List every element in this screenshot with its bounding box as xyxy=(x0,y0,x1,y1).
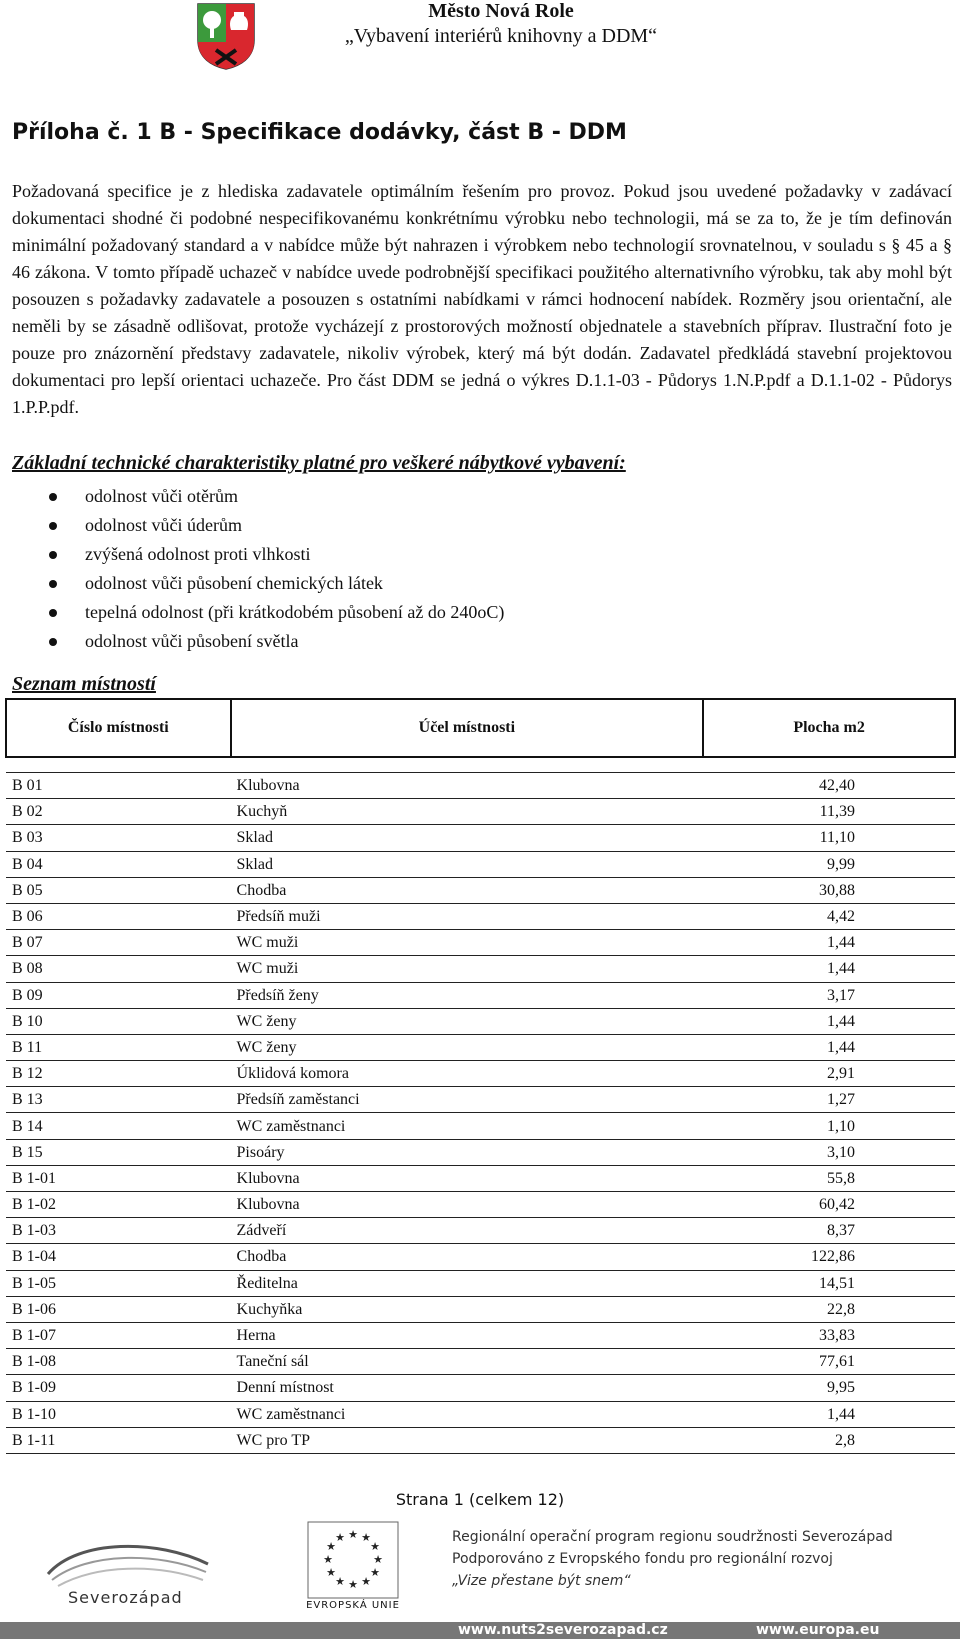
cell-room-number: B 1-05 xyxy=(6,1270,231,1296)
list-item: odolnost vůči působení chemických látek xyxy=(12,569,504,598)
cell-room-purpose: WC pro TP xyxy=(231,1427,704,1453)
table-row xyxy=(6,799,955,825)
cell-room-purpose: Ředitelna xyxy=(231,1270,704,1296)
svg-text:★: ★ xyxy=(348,1528,358,1541)
svg-text:★: ★ xyxy=(370,1566,380,1579)
cell-room-purpose: Sklad xyxy=(231,825,704,851)
table-row xyxy=(6,825,955,851)
table-row xyxy=(6,1165,955,1191)
cell-room-number: B 1-10 xyxy=(6,1401,231,1427)
table-row xyxy=(6,1401,955,1427)
cell-area: 33,83 xyxy=(703,1322,955,1348)
cell-area: 77,61 xyxy=(703,1349,955,1375)
list-item: tepelná odolnost (při krátkodobém působení až do 240oC) xyxy=(12,598,504,627)
cell-room-purpose: WC ženy xyxy=(231,1034,704,1060)
svg-text:★: ★ xyxy=(335,1575,345,1588)
cell-area: 1,44 xyxy=(703,1401,955,1427)
cell-room-purpose: WC ženy xyxy=(231,1008,704,1034)
cell-room-purpose: Zádveří xyxy=(231,1218,704,1244)
eu-flag-icon xyxy=(298,1520,408,1600)
cell-area: 3,10 xyxy=(703,1139,955,1165)
program-line-2: Podporováno z Evropského fondu pro regionální rozvoj xyxy=(452,1551,833,1567)
header-text-block xyxy=(296,0,706,50)
table-row xyxy=(6,1061,955,1087)
svg-text:★: ★ xyxy=(326,1566,336,1579)
cell-room-purpose: Taneční sál xyxy=(231,1349,704,1375)
cell-room-number: B 04 xyxy=(6,851,231,877)
cell-room-purpose: WC zaměstnanci xyxy=(231,1113,704,1139)
cell-room-purpose: WC zaměstnanci xyxy=(231,1401,704,1427)
header-city: Město Nová Role xyxy=(428,0,574,22)
table-row xyxy=(6,1113,955,1139)
cell-room-purpose: Kuchyňka xyxy=(231,1296,704,1322)
cell-room-number: B 09 xyxy=(6,982,231,1008)
table-row xyxy=(6,773,955,799)
cell-room-number: B 14 xyxy=(6,1113,231,1139)
cell-area: 1,44 xyxy=(703,930,955,956)
list-item: odolnost vůči úderům xyxy=(12,511,504,540)
cell-area: 22,8 xyxy=(703,1296,955,1322)
cell-room-purpose: Chodba xyxy=(231,1244,704,1270)
cell-area: 30,88 xyxy=(703,877,955,903)
table-row xyxy=(6,877,955,903)
svg-text:★: ★ xyxy=(335,1531,345,1544)
cell-area: 42,40 xyxy=(703,773,955,799)
cell-area: 11,10 xyxy=(703,825,955,851)
cell-area: 1,44 xyxy=(703,1008,955,1034)
cell-area: 55,8 xyxy=(703,1165,955,1191)
cell-room-number: B 13 xyxy=(6,1087,231,1113)
table-row xyxy=(6,1349,955,1375)
table-row xyxy=(6,1244,955,1270)
cell-room-purpose: Předsíň muži xyxy=(231,903,704,929)
cell-area: 60,42 xyxy=(703,1192,955,1218)
cell-area: 1,44 xyxy=(703,1034,955,1060)
program-line-1: Regionální operační program regionu soudržnosti Severozápad xyxy=(452,1529,893,1545)
cell-room-number: B 1-07 xyxy=(6,1322,231,1348)
cell-room-purpose: WC muži xyxy=(231,930,704,956)
column-header-room-purpose: Účel místnosti xyxy=(231,699,704,757)
cell-room-number: B 08 xyxy=(6,956,231,982)
table-row xyxy=(6,1322,955,1348)
eu-label: EVROPSKÁ UNIE xyxy=(306,1600,400,1611)
table-row xyxy=(6,1192,955,1218)
cell-room-number: B 01 xyxy=(6,773,231,799)
cell-area: 122,86 xyxy=(703,1244,955,1270)
cell-room-purpose: Klubovna xyxy=(231,773,704,799)
tech-characteristics-heading: Základní technické charakteristiky platné pro veškeré nábytkové vybavení: xyxy=(12,452,626,474)
cell-room-purpose: Klubovna xyxy=(231,1165,704,1191)
table-row xyxy=(6,1375,955,1401)
svg-text:★: ★ xyxy=(361,1531,371,1544)
cell-room-number: B 06 xyxy=(6,903,231,929)
cell-room-number: B 02 xyxy=(6,799,231,825)
column-header-room-number: Číslo místnosti xyxy=(6,699,231,757)
cell-room-purpose: Herna xyxy=(231,1322,704,1348)
svg-text:★: ★ xyxy=(323,1553,333,1566)
cell-area: 3,17 xyxy=(703,982,955,1008)
table-row xyxy=(6,903,955,929)
rooms-table xyxy=(5,698,956,1454)
cell-room-number: B 03 xyxy=(6,825,231,851)
cell-area: 1,44 xyxy=(703,956,955,982)
url-nuts2-link[interactable]: www.nuts2severozapad.cz xyxy=(458,1622,668,1638)
url-europa-link[interactable]: www.europa.eu xyxy=(756,1622,880,1638)
table-row xyxy=(6,1427,955,1453)
document-title: Příloha č. 1 B - Specifikace dodávky, část B - DDM xyxy=(12,120,627,145)
cell-area: 9,99 xyxy=(703,851,955,877)
cell-area: 2,8 xyxy=(703,1427,955,1453)
cell-room-purpose: Předsíň zaměstanci xyxy=(231,1087,704,1113)
table-row xyxy=(6,1034,955,1060)
cell-room-purpose: Kuchyň xyxy=(231,799,704,825)
cell-room-purpose: WC muži xyxy=(231,956,704,982)
table-row xyxy=(6,1296,955,1322)
table-row xyxy=(6,851,955,877)
cell-room-purpose: Předsíň ženy xyxy=(231,982,704,1008)
table-row xyxy=(6,930,955,956)
document-header xyxy=(0,0,960,80)
cell-area: 8,37 xyxy=(703,1218,955,1244)
cell-room-number: B 05 xyxy=(6,877,231,903)
svg-text:★: ★ xyxy=(348,1578,358,1591)
cell-room-number: B 1-08 xyxy=(6,1349,231,1375)
cell-room-number: B 1-06 xyxy=(6,1296,231,1322)
cell-room-number: B 1-04 xyxy=(6,1244,231,1270)
list-item: odolnost vůči otěrům xyxy=(12,482,504,511)
page-number: Strana 1 (celkem 12) xyxy=(395,1490,565,1509)
column-header-area: Plocha m2 xyxy=(703,699,955,757)
town-crest-logo xyxy=(196,2,256,70)
cell-room-purpose: Denní místnost xyxy=(231,1375,704,1401)
cell-area: 1,27 xyxy=(703,1087,955,1113)
cell-room-number: B 1-01 xyxy=(6,1165,231,1191)
cell-room-number: B 12 xyxy=(6,1061,231,1087)
cell-area: 11,39 xyxy=(703,799,955,825)
cell-area: 1,10 xyxy=(703,1113,955,1139)
header-project-name: „Vybavení interiérů knihovny a DDM“ xyxy=(344,25,658,47)
program-text xyxy=(452,1526,893,1592)
cell-room-number: B 1-09 xyxy=(6,1375,231,1401)
table-row xyxy=(6,956,955,982)
table-row xyxy=(6,982,955,1008)
cell-area: 2,91 xyxy=(703,1061,955,1087)
cell-room-number: B 15 xyxy=(6,1139,231,1165)
intro-paragraph: Požadovaná specifice je z hlediska zadavatele optimálním řešením pro provoz. Pokud jsou uvedené požadavky v zadávací dokumentaci shodné či podobné nespecifikovanému konkrétnímu výrobku nebo technologii, má se za to, že je tím definován minimální požadovaný standard a v nabídce může být nahrazen i výrobkem nebo technologií srovnatelnou, v souladu s § 45 a § 46 zákona. V tomto případě uchazeč v nabídce uvede podrobnější specifikaci použitého alternativního výrobku, tak aby mohl být posouzen s požadavky zadavatele a posouzen s ostatními nabídkami v rámci hodnocení nabídek. Rozměry jsou orientační, ale neměli by se zásadně odlišovat, protože vycházejí z prostorových možností objednatele a stavebních příprav. Ilustrační foto je pouze pro znázornění představy zadavatele, nikoliv výrobek, který má být dodán. Zadavatel předkládá stavební projektovou dokumentaci pro lepší orientaci uchazeče. Pro část DDM se jedná o výkres D.1.1-03 - Půdorys 1.N.P.pdf a D.1.1-02 - Půdorys 1.P.P.pdf. xyxy=(12,181,952,417)
table-spacer-row xyxy=(6,757,955,773)
cell-room-purpose: Klubovna xyxy=(231,1192,704,1218)
cell-area: 9,95 xyxy=(703,1375,955,1401)
cell-area: 14,51 xyxy=(703,1270,955,1296)
cell-room-purpose: Sklad xyxy=(231,851,704,877)
table-row xyxy=(6,1270,955,1296)
footer xyxy=(0,1516,960,1639)
cell-room-number: B 1-11 xyxy=(6,1427,231,1453)
table-row xyxy=(6,1087,955,1113)
table-row xyxy=(6,1008,955,1034)
footer-url-bar xyxy=(0,1622,960,1639)
cell-room-number: B 10 xyxy=(6,1008,231,1034)
table-row xyxy=(6,1218,955,1244)
svg-text:★: ★ xyxy=(361,1575,371,1588)
severozapad-logo-text: Severozápad xyxy=(68,1588,183,1607)
list-item: zvýšená odolnost proti vlhkosti xyxy=(12,540,504,569)
svg-text:★: ★ xyxy=(326,1540,336,1553)
table-header-row xyxy=(6,699,955,757)
rooms-heading: Seznam místností xyxy=(12,673,156,695)
tech-characteristics-list xyxy=(12,482,504,656)
rooms-table-body xyxy=(6,757,955,1453)
cell-room-purpose: Úklidová komora xyxy=(231,1061,704,1087)
cell-room-purpose: Chodba xyxy=(231,877,704,903)
cell-room-number: B 1-02 xyxy=(6,1192,231,1218)
program-motto: „Vize přestane být snem“ xyxy=(452,1573,631,1589)
cell-area: 4,42 xyxy=(703,903,955,929)
cell-room-number: B 07 xyxy=(6,930,231,956)
list-item: odolnost vůči působení světla xyxy=(12,627,504,656)
svg-text:★: ★ xyxy=(370,1540,380,1553)
cell-room-purpose: Pisoáry xyxy=(231,1139,704,1165)
cell-room-number: B 1-03 xyxy=(6,1218,231,1244)
svg-text:★: ★ xyxy=(373,1553,383,1566)
table-row xyxy=(6,1139,955,1165)
cell-room-number: B 11 xyxy=(6,1034,231,1060)
